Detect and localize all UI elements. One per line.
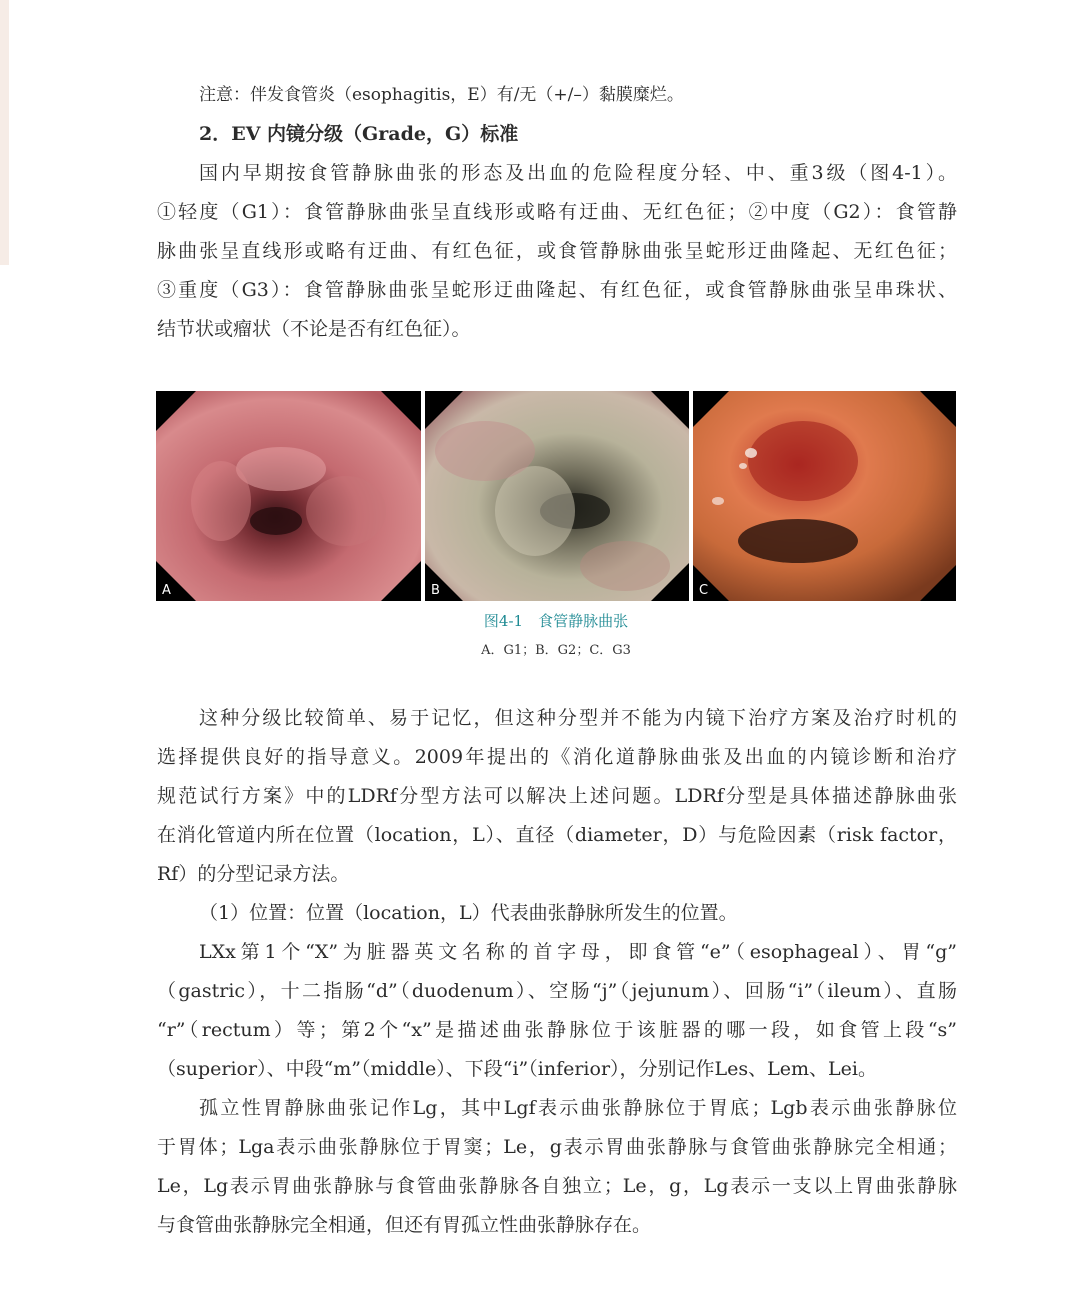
ldrf-text xyxy=(157,699,957,1245)
panel-label-a: A xyxy=(162,583,171,598)
paragraph-line: 规范试行方案》中的LDRf分型方法可以解决上述问题。LDRf分型是具体描述静脉曲张 xyxy=(157,785,957,807)
endoscopy-image-b xyxy=(425,391,689,601)
figure-endoscopy-images xyxy=(156,391,956,601)
paragraph-line: LXx第1个“X”为脏器英文名称的首字母，即食管“e”（esophageal）、胃“g” xyxy=(199,941,957,963)
intro-text xyxy=(157,76,957,349)
panel-label-b: B xyxy=(431,583,440,598)
paragraph-line: Rf）的分型记录方法。 xyxy=(157,863,350,885)
paragraph-line: 于胃体；Lga表示曲张静脉位于胃窦；Le，g表示胃曲张静脉与食管曲张静脉完全相通； xyxy=(157,1136,957,1158)
paragraph-line: 国内早期按食管静脉曲张的形态及出血的危险程度分轻、中、重3级（图4-1）。 xyxy=(199,162,957,184)
paragraph-line: （gastric），十二指肠“d”（duodenum）、空肠“j”（jejunum）、回肠“i”（ileum）、直肠 xyxy=(157,980,957,1002)
paragraph-line: （superior）、中段“m”（middle）、下段“i”（inferior），分别记作Les、Lem、Lei。 xyxy=(157,1058,877,1080)
section-heading: 2．EV 内镜分级（Grade，G）标准 xyxy=(199,123,519,145)
endoscopy-image-a xyxy=(156,391,421,601)
paragraph-line: 脉曲张呈直线形或略有迂曲、有红色征，或食管静脉曲张呈蛇形迂曲隆起、无红色征； xyxy=(157,240,957,262)
page-edge-strip xyxy=(0,0,9,265)
endoscopy-image-c xyxy=(693,391,956,601)
paragraph-line: ①轻度（G1）：食管静脉曲张呈直线形或略有迂曲、无红色征；②中度（G2）：食管静 xyxy=(157,201,957,223)
paragraph-line: 在消化管道内所在位置（location，L）、直径（diameter，D）与危险因素（risk factor， xyxy=(157,824,957,846)
panel-label-c: C xyxy=(699,583,709,598)
esophagitis-note: 注意：伴发食管炎（esophagitis，E）有/无（+/–）黏膜糜烂。 xyxy=(199,85,684,105)
paragraph-line: ③重度（G3）：食管静脉曲张呈蛇形迂曲隆起、有红色征，或食管静脉曲张呈串珠状、 xyxy=(157,279,957,301)
paragraph-line: 与食管曲张静脉完全相通，但还有胃孤立性曲张静脉存在。 xyxy=(157,1214,652,1236)
paragraph-line: 孤立性胃静脉曲张记作Lg，其中Lgf表示曲张静脉位于胃底；Lgb表示曲张静脉位 xyxy=(199,1097,957,1119)
figure-caption-title: 图4-1 食管静脉曲张 xyxy=(483,612,629,630)
figure-caption-subtitle: A．G1；B．G2；C．G3 xyxy=(481,643,631,658)
paragraph-line: “r”（rectum）等；第2个“x”是描述曲张静脉位于该脏器的哪一段，如食管上段“s” xyxy=(157,1019,957,1041)
paragraph-line: 选择提供良好的指导意义。2009年提出的《消化道静脉曲张及出血的内镜诊断和治疗 xyxy=(157,746,957,768)
paragraph-line: Le，Lg表示胃曲张静脉与食管曲张静脉各自独立；Le，g，Lg表示一支以上胃曲张静脉 xyxy=(157,1175,957,1197)
paragraph-line: 结节状或瘤状（不论是否有红色征）。 xyxy=(157,318,471,340)
paragraph-line: 这种分级比较简单、易于记忆，但这种分型并不能为内镜下治疗方案及治疗时机的 xyxy=(199,707,957,729)
paragraph-line: （1）位置：位置（location，L）代表曲张静脉所发生的位置。 xyxy=(199,902,738,924)
